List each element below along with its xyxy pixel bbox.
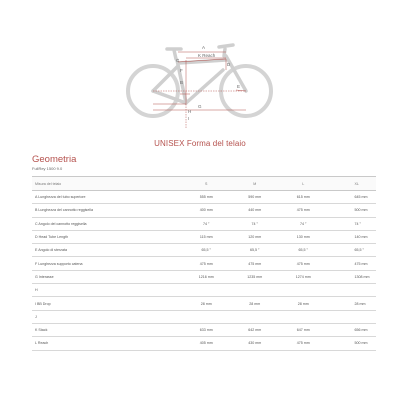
cell-value: 140 mm (328, 230, 377, 243)
cell-value: 590 mm (231, 191, 280, 204)
cell-value: 130 mm (279, 230, 328, 243)
cell-value: 615 mm (279, 191, 328, 204)
row-label: H (32, 284, 182, 297)
label-f: F (180, 68, 183, 73)
row-label: F Lunghezza supporto catena (32, 257, 182, 270)
cell-value: 1216 mm (182, 270, 231, 283)
table-row (32, 337, 376, 350)
table-row (32, 257, 376, 270)
cell-value: 1308 mm (328, 270, 377, 283)
row-label: L Reach (32, 337, 182, 350)
cell-value: 475 mm (279, 257, 328, 270)
label-g: G (198, 104, 202, 109)
label-h: H (188, 109, 192, 114)
geometry-subtitle: FullRey 1500 9.0 (32, 166, 63, 171)
cell-value: 65,5 ° (279, 244, 328, 257)
cell-value (279, 284, 328, 297)
cell-value (182, 284, 231, 297)
cell-value: 647 mm (279, 323, 328, 336)
column-header: M (231, 177, 280, 191)
cell-value: 475 mm (279, 204, 328, 217)
table-row (32, 310, 376, 323)
label-i: I (188, 116, 190, 121)
label-d: D (227, 62, 231, 67)
table-row (32, 217, 376, 230)
column-header: L (279, 177, 328, 191)
cell-value: 65,5 ° (328, 244, 377, 257)
cell-value: 475 mm (231, 257, 280, 270)
cell-value: 1274 mm (279, 270, 328, 283)
table-row (32, 204, 376, 217)
label-e: E (237, 84, 241, 89)
cell-value: 642 mm (231, 323, 280, 336)
cell-value: 645 mm (328, 191, 377, 204)
table-row (32, 297, 376, 310)
row-label: E Angolo di sterzata (32, 244, 182, 257)
table-row (32, 284, 376, 297)
label-c: C (176, 58, 180, 63)
cell-value: 1235 mm (231, 270, 280, 283)
cell-value (231, 284, 280, 297)
cell-value: 405 mm (182, 337, 231, 350)
column-header: XL (328, 177, 377, 191)
table-row (32, 244, 376, 257)
column-header: Misura del telaio (32, 177, 182, 191)
row-label: I BB Drop (32, 297, 182, 310)
row-label: J (32, 310, 182, 323)
geometry-table (32, 176, 376, 351)
geometry-title: Geometria (32, 154, 77, 165)
cell-value: 28 mm (279, 297, 328, 310)
cell-value (328, 310, 377, 323)
cell-value: 28 mm (328, 297, 377, 310)
cell-value: 74 ° (182, 217, 231, 230)
bike-geometry-diagram (0, 0, 400, 140)
cell-value: 475 mm (279, 337, 328, 350)
table-row (32, 230, 376, 243)
cell-value (231, 310, 280, 323)
row-label: K Stack (32, 323, 182, 336)
table-row (32, 323, 376, 336)
cell-value: 500 mm (328, 204, 377, 217)
cell-value: 74 ° (231, 217, 280, 230)
column-header: S (182, 177, 231, 191)
cell-value: 430 mm (231, 337, 280, 350)
cell-value: 28 mm (182, 297, 231, 310)
row-label: D Head Tube Length (32, 230, 182, 243)
label-a: A (202, 45, 206, 50)
cell-value: 500 mm (328, 337, 377, 350)
table-header-row (32, 177, 376, 191)
cell-value: 74 ° (328, 217, 377, 230)
cell-value: 400 mm (182, 204, 231, 217)
row-label: G Interasse (32, 270, 182, 283)
cell-value (328, 284, 377, 297)
cell-value: 28 mm (231, 297, 280, 310)
row-label: A Lunghezza del tubo superiore (32, 191, 182, 204)
cell-value: 115 mm (182, 230, 231, 243)
cell-value: 65,5 ° (231, 244, 280, 257)
cell-value: 656 mm (328, 323, 377, 336)
frame-shape-caption: UNISEX Forma del telaio (154, 139, 246, 148)
table-row (32, 191, 376, 204)
cell-value (279, 310, 328, 323)
cell-value: 440 mm (231, 204, 280, 217)
cell-value (182, 310, 231, 323)
cell-value: 65,5 ° (182, 244, 231, 257)
cell-value: 475 mm (182, 257, 231, 270)
label-b: B (180, 80, 184, 85)
row-label: B Lunghezza del cannotto reggisella (32, 204, 182, 217)
cell-value: 555 mm (182, 191, 231, 204)
cell-value: 633 mm (182, 323, 231, 336)
row-label: C Angolo del cannotto reggisella (32, 217, 182, 230)
cell-value: 120 mm (231, 230, 280, 243)
table-row (32, 270, 376, 283)
label-k: K Reach (198, 53, 216, 58)
cell-value: 475 mm (328, 257, 377, 270)
cell-value: 74 ° (279, 217, 328, 230)
